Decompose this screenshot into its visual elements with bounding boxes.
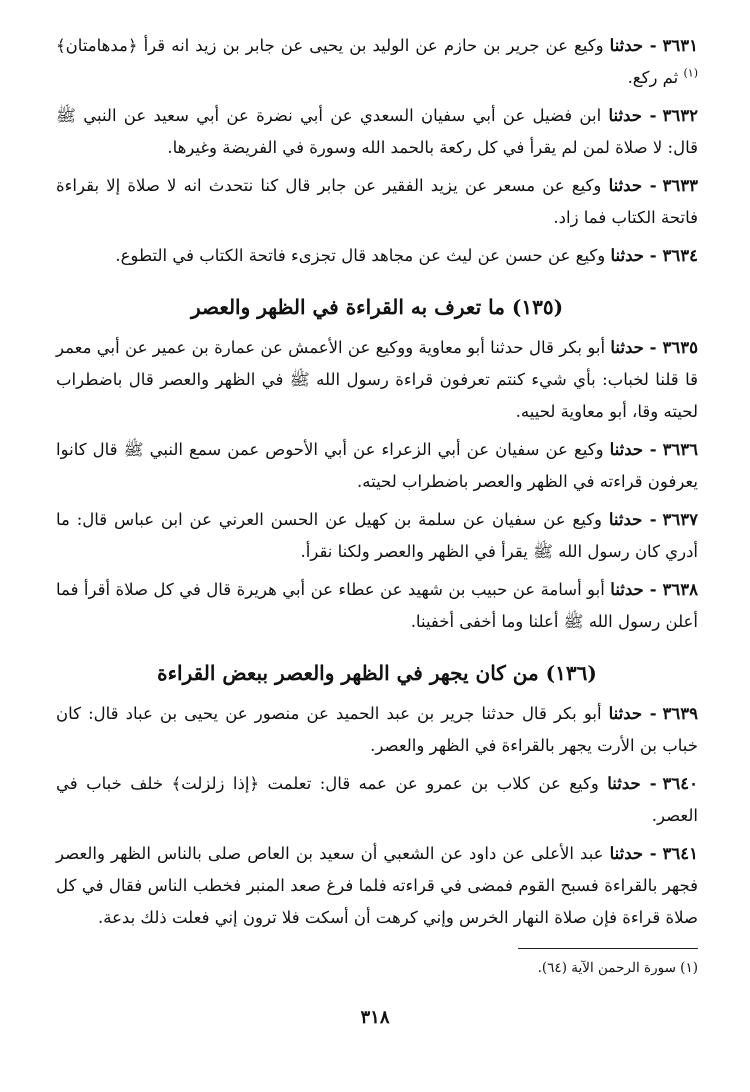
hadith-entry [56,504,698,568]
hadith-entry [56,574,698,638]
hadith-entry [56,332,698,428]
hadith-lead: - حدثنا [609,36,657,55]
hadith-number: ٣٦٣٩ [662,704,698,723]
hadith-number: ٣٦٣٧ [662,510,698,529]
hadith-number: ٣٦٣٨ [662,580,698,599]
hadith-lead: - حدثنا [608,106,657,125]
footnote: (١) سورة الرحمن الآية (٦٤). [537,960,698,976]
hadith-entry [56,240,698,272]
page-number: ٣١٨ [360,1007,390,1028]
hadith-number: ٣٦٣٢ [662,106,698,125]
hadith-number: ٣٦٤٠ [662,774,698,793]
hadith-lead: - حدثنا [607,774,657,793]
hadith-lead: - حدثنا [608,176,657,195]
hadith-lead: - حدثنا [608,510,657,529]
hadith-number: ٣٦٣١ [662,36,698,55]
hadith-lead: - حدثنا [610,338,657,357]
footnote-divider [518,948,698,949]
hadith-text: أبو أسامة عن حبيب بن شهيد عن عطاء عن أبي هريرة قال في كل صلاة أقرأ فما أعلن رسول الله ﷺ أعلنا وما أخفى أخفينا. [56,580,698,631]
hadith-number: ٣٦٣٤ [662,246,698,265]
section-heading: (١٣٥) ما تعرف به القراءة في الظهر والعصر [190,295,564,319]
hadith-text: وكيع عن حسن عن ليث عن مجاهد قال تجزىء فاتحة الكتاب في التطوع. [115,246,606,265]
hadith-entry [56,838,698,934]
hadith-number: ٣٦٣٣ [662,176,698,195]
hadith-text: أبو بكر قال حدثنا جرير بن عبد الحميد عن منصور عن يحيى بن عباد قال: كان خباب بن الأرت يجهر بالقراءة في الظهر والعصر. [56,704,698,755]
hadith-entry [56,698,698,762]
footnote-ref: (١) [683,66,698,80]
hadith-lead: - حدثنا [610,246,657,265]
hadith-text: وكيع عن سفيان عن سلمة بن كهيل عن الحسن العرني عن ابن عباس قال: ما أدري كان رسول الله ﷺ يقرأ في الظهر والعصر ولكنا نقرأ. [56,510,698,561]
hadith-entry [56,170,698,234]
hadith-text: أبو بكر قال حدثنا أبو معاوية ووكيع عن الأعمش عن عمارة بن عمير عن أبي معمر قا قلنا لخباب: بأي شيء كنتم تعرفون قراءة رسول الله ﷺ في الظهر والعصر قال باضطراب لحيته وقا، أبو معاوية لحييه. [56,338,698,421]
hadith-text: وكيع عن سفيان عن أبي الزعراء عن أبي الأحوص عمن سمع النبي ﷺ قال كانوا يعرفون قراءته في الظهر والعصر باضطراب لحيته. [56,440,698,491]
entries-top [56,30,698,272]
hadith-entry [56,100,698,164]
hadith-lead: - حدثنا [610,580,657,599]
hadith-lead: - حدثنا [609,844,657,863]
hadith-lead: - حدثنا [608,704,657,723]
hadith-number: ٣٦٤١ [662,844,698,863]
section-entries [56,698,698,934]
section-entries [56,332,698,638]
hadith-entry [56,30,698,94]
hadith-text-tail: ثم ركع. [627,68,679,87]
hadith-entry [56,768,698,832]
hadith-text: عبد الأعلى عن داود عن الشعبي أن سعيد بن العاص صلى بالناس الظهر والعصر فجهر بالقراءة فسبح القوم فمضى في قراءته فلما فرغ صعد المنبر فخطب الناس فقال في كل صلاة قراءة فإن صلاة النهار الخرس وإني كرهت أن أسكت فلا ترون إني فعلت ذلك بدعة. [56,844,698,927]
hadith-number: ٣٦٣٦ [662,440,699,459]
hadith-number: ٣٦٣٥ [662,338,698,357]
hadith-entry [56,434,698,498]
hadith-lead: - حدثنا [609,440,657,459]
hadith-text: وكيع عن جرير بن حازم عن الوليد بن يحيى عن جابر بن زيد انه قرأ ﴿مدهامتان﴾ [56,36,604,55]
hadith-text: وكيع عن كلاب بن عمرو عن عمه قال: تعلمت ﴿إذا زلزلت﴾ خلف خباب في العصر. [56,774,698,825]
hadith-text: ابن فضيل عن أبي سفيان السعدي عن أبي نضرة عن أبي سعيد عن النبي ﷺ قال: لا صلاة لمن لم يقرأ في كل ركعة بالحمد الله وسورة في الفريضة وغيرها. [56,106,698,157]
hadith-text: وكيع عن مسعر عن يزيد الفقير عن جابر قال كنا نتحدث انه لا صلاة إلا بقراءة فاتحة الكتاب فما زاد. [56,176,698,227]
section-heading: (١٣٦) من كان يجهر في الظهر والعصر ببعض القراءة [157,661,597,685]
